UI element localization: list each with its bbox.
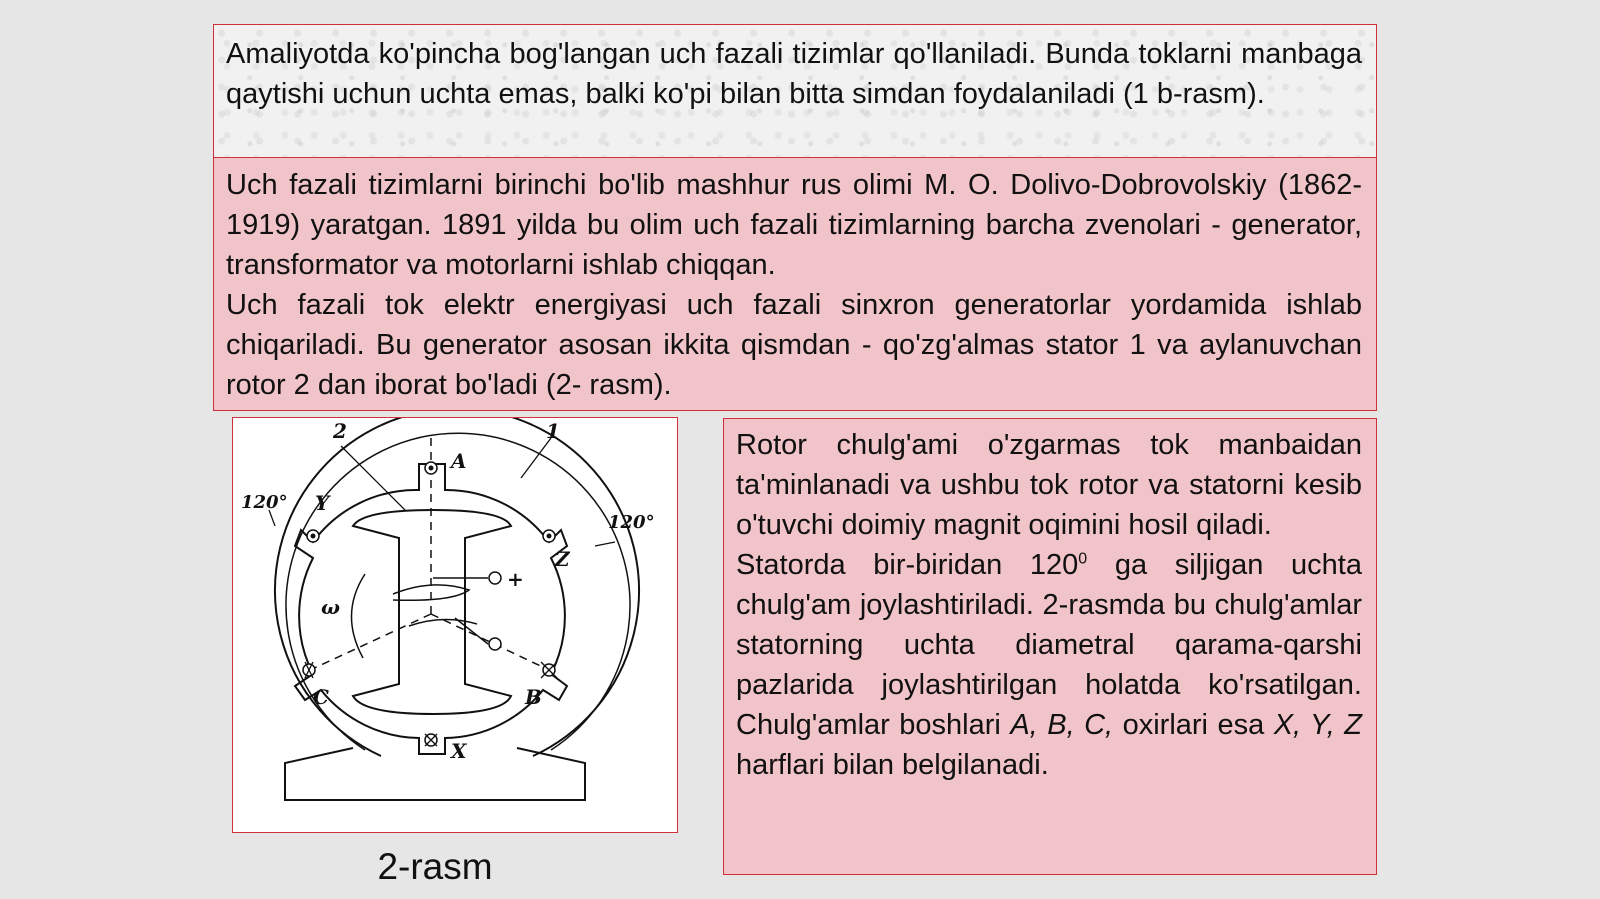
intro-textbox (213, 24, 1377, 158)
label-a: A (451, 449, 467, 473)
rotor-pole-shape (353, 510, 511, 714)
angle-label-right: 120° (608, 512, 655, 533)
rotor-number: 2 (333, 419, 347, 443)
rotor-p2-start: Statorda bir-biridan 120 (736, 549, 1079, 581)
history-paragraph-1: Uch fazali tizimlarni birinchi bo'lib mashhur rus olimi M. O. Dolivo-Dobrovolskiy (1862-1919) yaratgan. 1891 yilda bu olim uch fazali tizimlarning barcha zvenolari - generator, transformator va motorlarni ishlab chiqqan. (226, 169, 1362, 281)
label-plus: + (507, 567, 524, 591)
plus-terminal (489, 572, 501, 584)
label-c: C (313, 685, 329, 709)
rotor-p2-end: harflari bilan belgilanadi. (736, 749, 1049, 781)
rotor-paragraph-2 (736, 545, 1362, 785)
intro-paragraph: Amaliyotda ko'pincha bog'langan uch fazali tizimlar qo'llaniladi. Bunda toklarni manbaga qaytishi uchun uchta emas, balki ko'pi bilan bitta simdan foydalaniladi (1 b-rasm). (226, 38, 1362, 110)
minus-terminal (489, 638, 501, 650)
label-x: X (451, 739, 467, 763)
generator-base-shape (285, 748, 585, 800)
rotor-p2-mid: oxirlari esa (1113, 709, 1274, 741)
label-y: Y (315, 491, 330, 515)
rotor-p2-body: ga siljigan uchta chulg'am joylashtiriladi. 2-rasmda bu chulg'amlar statorning uchta diametral qarama-qarshi pazlarida joylashtirilgan holatda ko'rsatilgan. Chulg'amlar boshlari (736, 549, 1362, 741)
angle-label-left: 120° (241, 492, 288, 513)
label-omega: ω (321, 595, 341, 619)
stator-number: 1 (546, 419, 560, 443)
degree-superscript: 0 (1078, 550, 1088, 568)
history-paragraph-2: Uch fazali tok elektr energiyasi uch fazali sinxron generatorlar yordamida ishlab chiqariladi. Bu generator asosan ikkita qismdan - qo'zg'almas stator 1 va aylanuvchan rotor 2 dan iborat bo'ladi (2- rasm). (226, 289, 1362, 401)
generator-diagram (233, 418, 676, 831)
winding-starts: A, B, C, (1010, 709, 1114, 741)
figure-caption: 2-rasm (377, 846, 493, 887)
label-z: Z (555, 547, 570, 571)
axis-c (308, 614, 431, 671)
stator-frame-ring (286, 433, 630, 750)
rotor-paragraph-1: Rotor chulg'ami o'zgarmas tok manbaidan ta'minlanadi va ushbu tok rotor va statorni kesib o'tuvchi doimiy magnit oqimini hosil qiladi. (736, 429, 1362, 541)
winding-ends: X, Y, Z (1273, 709, 1362, 741)
rotor-textbox (723, 418, 1377, 875)
history-textbox (213, 157, 1377, 411)
generator-figure (232, 417, 678, 833)
label-b: B (525, 685, 542, 709)
